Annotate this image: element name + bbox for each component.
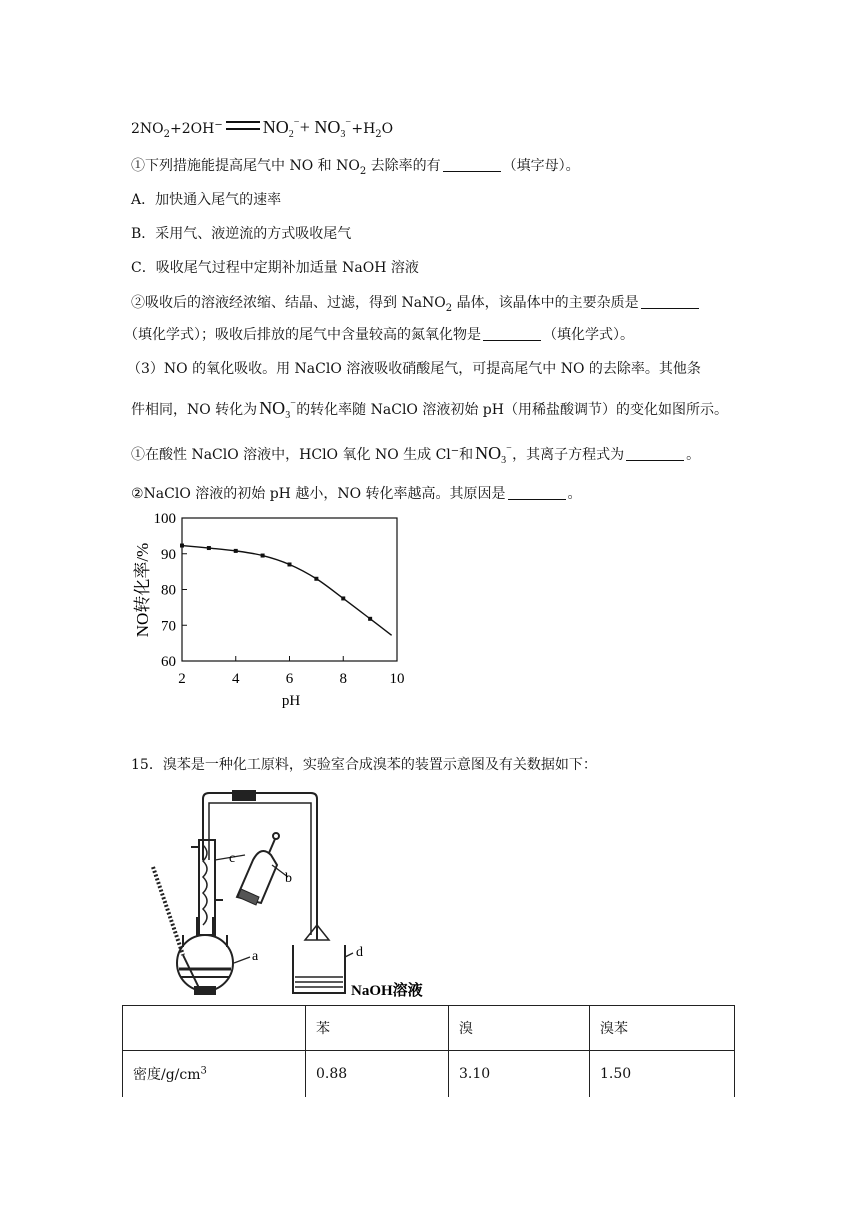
data-point	[180, 544, 184, 548]
x-axis-label: pH	[281, 693, 301, 709]
answer-blank	[641, 294, 699, 309]
y-axis-label: NO转化率/%	[133, 542, 152, 638]
question-3-2: ②NaClO 溶液的初始 pH 越小，NO 转化率越高。其原因是 。	[131, 486, 582, 502]
label-c: c	[229, 851, 236, 866]
option-a: A．加快通入尾气的速率	[131, 192, 282, 208]
answer-blank	[626, 446, 684, 461]
data-point	[341, 596, 345, 600]
answer-blank	[443, 157, 501, 172]
x-tick-label: 6	[285, 671, 294, 687]
x-tick-label: 4	[232, 671, 240, 687]
table-cell: 3.10	[449, 1051, 590, 1098]
data-point	[368, 617, 372, 621]
table-row	[123, 1051, 735, 1098]
label-a: a	[252, 949, 259, 964]
x-tick-label: 10	[389, 671, 405, 687]
reaction-equation: $2NO_2+2OH^-$ $NO_2$ − + $NO_3$ − $+H_2O$	[131, 117, 393, 145]
x-tick-label: 2	[178, 671, 186, 687]
question-15: 15．溴苯是一种化工原料，实验室合成溴苯的装置示意图及有关数据如下：	[131, 757, 597, 773]
question-3-1: ①在酸性 NaClO 溶液中，HClO 氧化 NO 生成 Cl−和 $NO_3$ − ，其离子方程式为 。	[131, 443, 700, 471]
data-table	[122, 1005, 735, 1097]
equal-sign	[226, 121, 260, 130]
label-d: d	[356, 945, 363, 960]
answer-blank	[508, 485, 566, 500]
question-1: ①下列措施能提高尾气中 NO 和 $NO_2$ 去除率的有 （填字母）。	[131, 158, 580, 177]
conversion-rate-chart	[120, 505, 420, 715]
series-line	[182, 546, 392, 636]
table-header-cell: 溴苯	[590, 1006, 735, 1051]
data-point	[314, 577, 318, 581]
table-cell: 密度$/g/cm^3$	[123, 1051, 306, 1098]
answer-blank	[483, 326, 541, 341]
y-tick-label: 70	[161, 618, 176, 635]
part-3-line-2: 件相同，NO 转化为 $NO_3$ − 的转化率随 NaClO 溶液初始 pH（用稀盐酸调节）的变化如图所示。	[131, 398, 728, 426]
x-tick-label: 8	[339, 671, 347, 687]
y-tick-label: 60	[161, 654, 176, 670]
table-header-cell: 苯	[306, 1006, 449, 1051]
data-point	[207, 546, 211, 550]
question-2-line-2: （填化学式）；吸收后排放的尾气中含量较高的氮氧化物是 （填化学式）。	[124, 327, 634, 343]
nitrate-ion: $NO_3$ −	[475, 443, 512, 466]
y-tick-label: 80	[161, 582, 176, 599]
question-2-line-1: ②吸收后的溶液经浓缩、结晶、过滤，得到 NaNO$_2$ 晶体，该晶体中的主要杂质是	[131, 293, 701, 313]
data-point	[234, 549, 238, 553]
table-header-cell	[123, 1006, 306, 1051]
data-point	[261, 554, 265, 558]
plot-frame	[182, 518, 397, 661]
nitrate-ion: $NO_3$ −	[314, 117, 351, 140]
option-b: B．采用气、液逆流的方式吸收尾气	[131, 226, 352, 242]
table-header-row	[123, 1006, 735, 1051]
y-tick-label: 90	[161, 546, 176, 563]
table-header-cell: 溴	[449, 1006, 590, 1051]
apparatus-diagram	[145, 785, 445, 1000]
data-point	[288, 562, 292, 566]
table-cell: 1.50	[590, 1051, 735, 1098]
beaker-label: NaOH溶液	[351, 983, 423, 999]
label-b: b	[285, 871, 292, 886]
option-c: C．吸收尾气过程中定期补加适量 NaOH 溶液	[131, 260, 419, 276]
nitrite-ion: $NO_2$ −	[262, 117, 300, 140]
part-3-line-1: （3）NO 的氧化吸收。用 NaClO 溶液吸收硝酸尾气，可提高尾气中 NO 的去除率。其他条	[127, 361, 701, 377]
table-cell: 0.88	[306, 1051, 449, 1098]
y-tick-label: 100	[153, 511, 176, 527]
nitrate-ion: $NO_3$ −	[259, 398, 296, 421]
